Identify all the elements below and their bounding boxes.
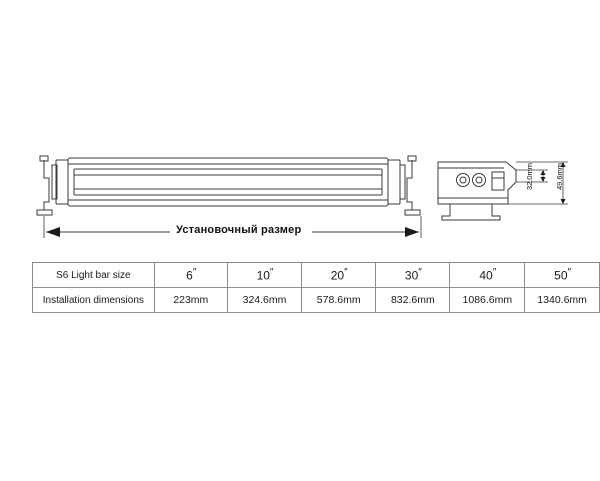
side-view-outer-height-label: 49.6mm (555, 162, 565, 191)
light-bar-technical-drawing (0, 120, 600, 250)
inch-mark: ″ (344, 267, 347, 279)
installation-cell: 1340.6mm (525, 288, 600, 313)
inch-mark: ″ (567, 267, 571, 279)
side-view-inner-height-label: 32.0mm (525, 162, 535, 191)
inch-mark: ″ (418, 267, 421, 279)
size-value: 40 (479, 268, 493, 283)
size-cell (376, 263, 450, 288)
installation-cell: 1086.6mm (450, 288, 525, 313)
table-row (33, 263, 600, 288)
size-value: 30 (404, 268, 419, 283)
installation-cell: 832.6mm (376, 288, 450, 313)
row-header-size: S6 Light bar size (33, 263, 155, 288)
installation-dimension-label: Установочный размер (176, 224, 302, 236)
inch-mark: ″ (492, 267, 496, 279)
size-cell (227, 263, 301, 288)
inch-mark: ″ (192, 267, 196, 279)
installation-cell: 223mm (154, 288, 227, 313)
size-cell (450, 263, 525, 288)
size-cell (154, 263, 227, 288)
size-value: 20 (330, 268, 345, 283)
installation-cell: 324.6mm (227, 288, 301, 313)
size-cell (302, 263, 376, 288)
installation-cell: 578.6mm (302, 288, 376, 313)
size-value: 10 (256, 268, 270, 283)
size-cell (525, 263, 600, 288)
row-header-installation: Installation dimensions (33, 288, 155, 313)
inch-mark: ″ (269, 267, 273, 279)
size-value: 50 (554, 268, 568, 283)
table-row (33, 288, 600, 313)
size-value: 6 (186, 268, 193, 283)
size-specification-table (32, 262, 600, 313)
